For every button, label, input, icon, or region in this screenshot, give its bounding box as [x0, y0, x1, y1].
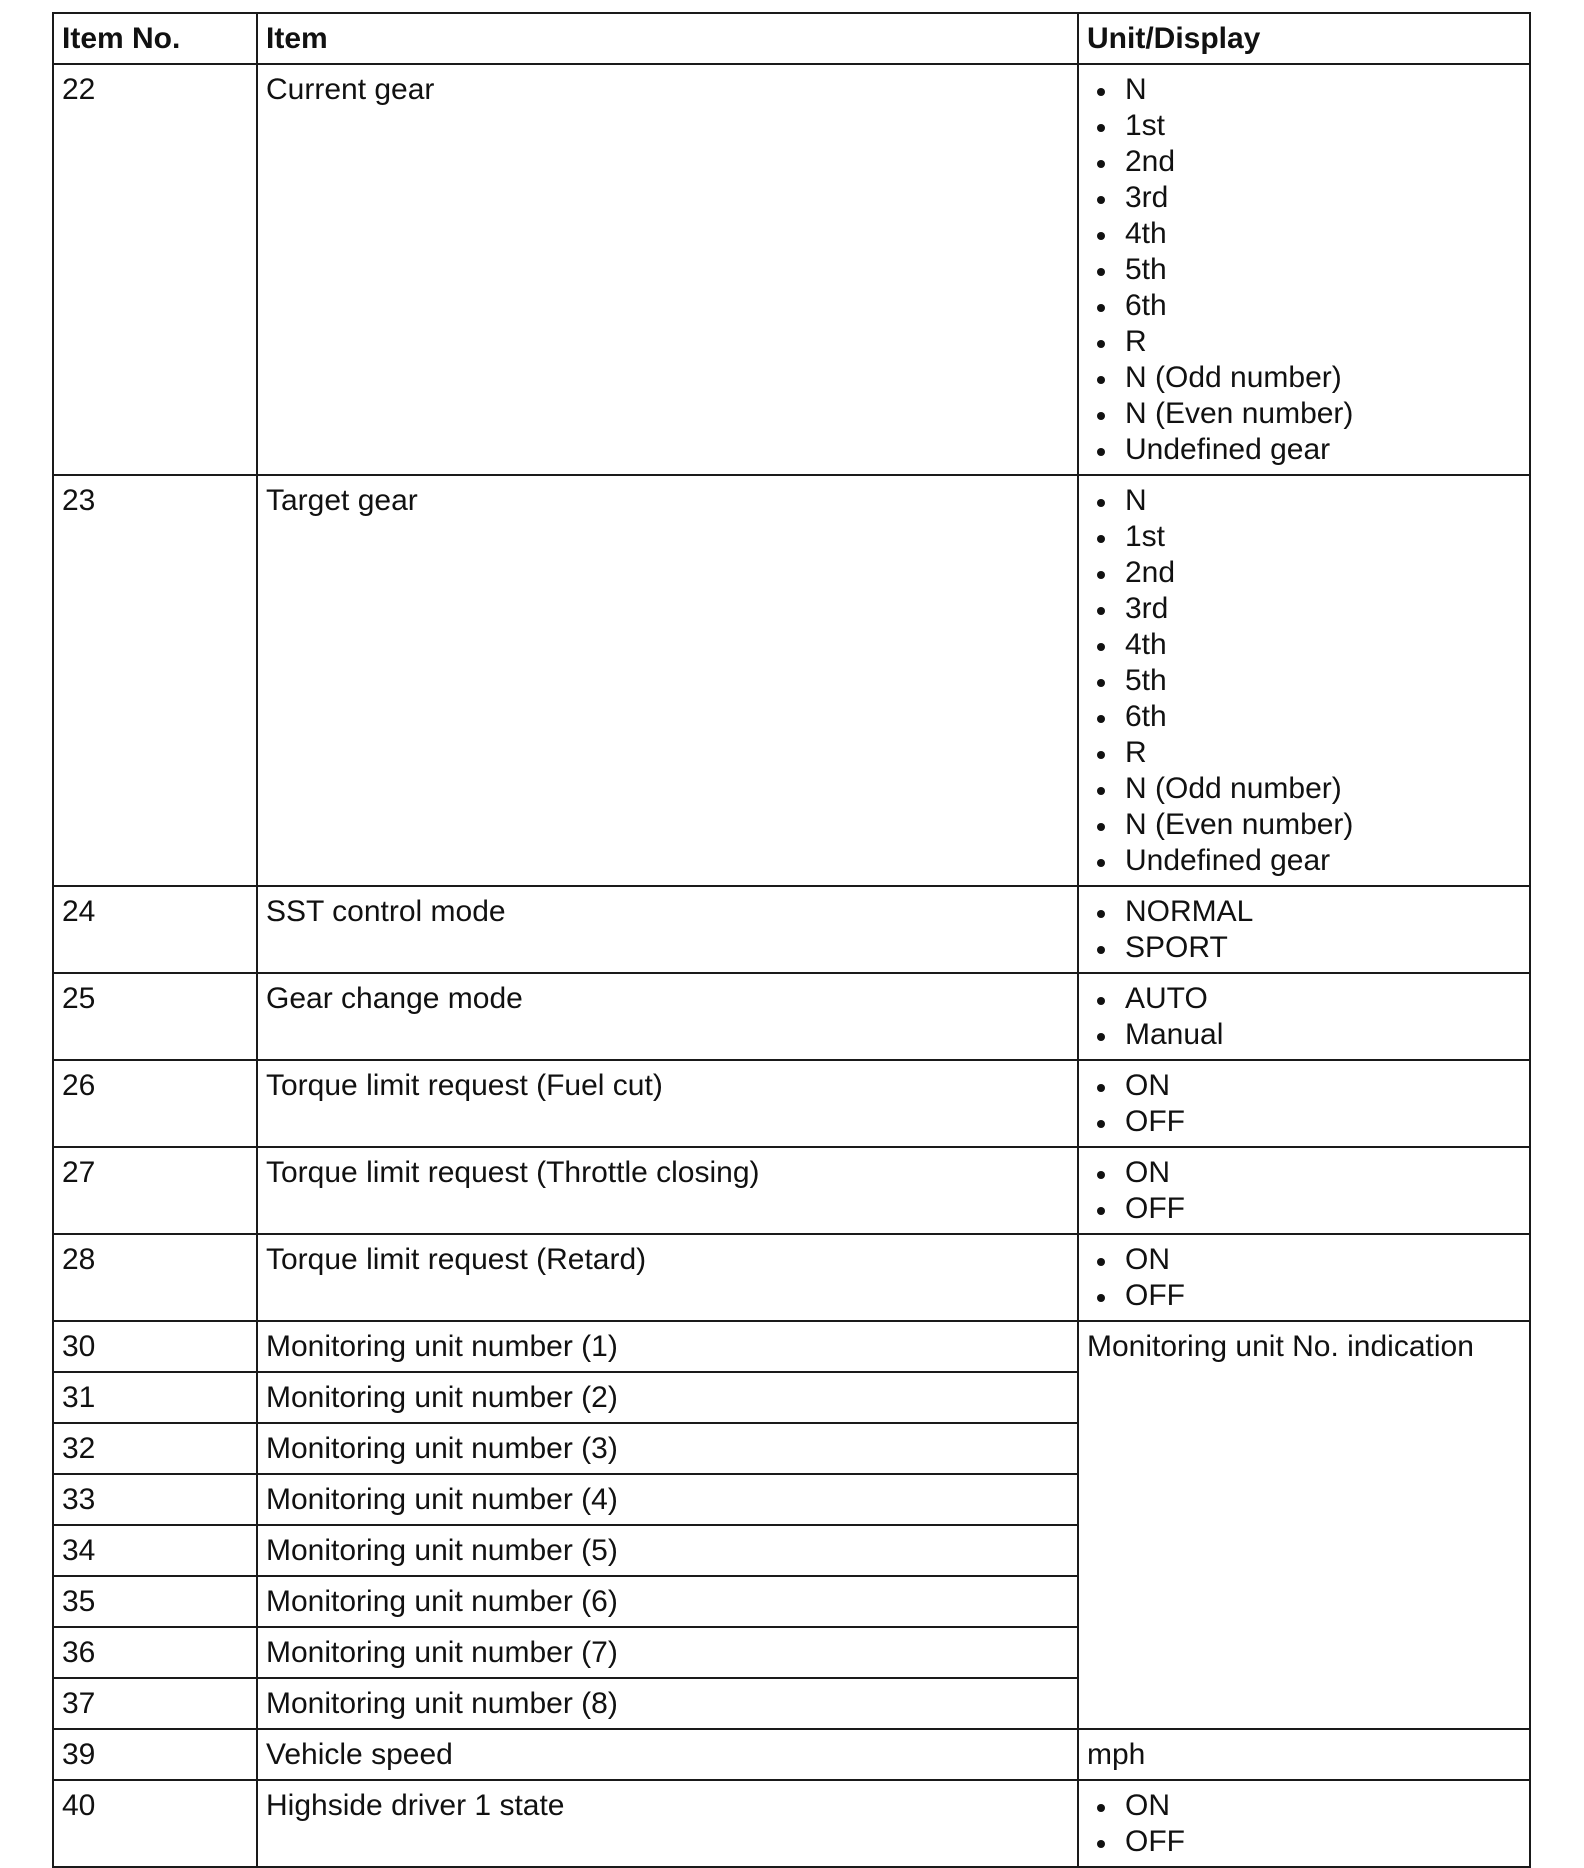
item-number-cell: 23: [53, 475, 257, 886]
unit-display-cell: [1078, 886, 1530, 973]
unit-display-cell: [1078, 1060, 1530, 1147]
display-option: N (Even number): [1087, 396, 1521, 432]
item-name-cell: Monitoring unit number (3): [257, 1423, 1078, 1474]
item-number-cell: 32: [53, 1423, 257, 1474]
item-number-cell: 26: [53, 1060, 257, 1147]
item-number-cell: 39: [53, 1729, 257, 1780]
display-option: 6th: [1087, 288, 1521, 324]
item-name-cell: Monitoring unit number (4): [257, 1474, 1078, 1525]
display-option: 4th: [1087, 627, 1521, 663]
item-name-cell: Monitoring unit number (8): [257, 1678, 1078, 1729]
display-option: Undefined gear: [1087, 432, 1521, 468]
table-row: [53, 64, 1530, 475]
display-option: 1st: [1087, 519, 1521, 555]
display-option: OFF: [1087, 1278, 1521, 1314]
table-row: [53, 886, 1530, 973]
header-item-no: Item No.: [53, 13, 257, 64]
table-row: [53, 1147, 1530, 1234]
display-option: OFF: [1087, 1824, 1521, 1860]
item-name-cell: Monitoring unit number (1): [257, 1321, 1078, 1372]
item-number-cell: 30: [53, 1321, 257, 1372]
item-name-cell: Current gear: [257, 64, 1078, 475]
display-option: NORMAL: [1087, 894, 1521, 930]
item-number-cell: 37: [53, 1678, 257, 1729]
display-option: ON: [1087, 1242, 1521, 1278]
item-name-cell: Monitoring unit number (5): [257, 1525, 1078, 1576]
display-option: Undefined gear: [1087, 843, 1521, 879]
item-name-cell: Torque limit request (Fuel cut): [257, 1060, 1078, 1147]
header-item: Item: [257, 13, 1078, 64]
table-row: [53, 1780, 1530, 1867]
item-name-cell: Monitoring unit number (7): [257, 1627, 1078, 1678]
item-name-cell: SST control mode: [257, 886, 1078, 973]
item-number-cell: 34: [53, 1525, 257, 1576]
unit-display-cell: [1078, 64, 1530, 475]
display-options-list: [1087, 894, 1521, 966]
header-unit-display: Unit/Display: [1078, 13, 1530, 64]
table-row: [53, 1729, 1530, 1780]
item-name-cell: Highside driver 1 state: [257, 1780, 1078, 1867]
display-option: N: [1087, 72, 1521, 108]
display-option: R: [1087, 324, 1521, 360]
table-row: [53, 973, 1530, 1060]
display-options-list: [1087, 981, 1521, 1053]
item-name-cell: Target gear: [257, 475, 1078, 886]
display-option: 4th: [1087, 216, 1521, 252]
item-number-cell: 40: [53, 1780, 257, 1867]
table-body: [53, 64, 1530, 1867]
table-header-row: [53, 13, 1530, 64]
item-number-cell: 27: [53, 1147, 257, 1234]
item-number-cell: 28: [53, 1234, 257, 1321]
unit-display-cell: [1078, 973, 1530, 1060]
display-options-list: [1087, 1068, 1521, 1140]
display-option: ON: [1087, 1788, 1521, 1824]
item-number-cell: 31: [53, 1372, 257, 1423]
item-name-cell: Vehicle speed: [257, 1729, 1078, 1780]
display-options-list: [1087, 1242, 1521, 1314]
display-options-list: [1087, 1155, 1521, 1227]
table-row: [53, 1060, 1530, 1147]
display-option: N: [1087, 483, 1521, 519]
table-row: [53, 1234, 1530, 1321]
unit-display-cell: mph: [1078, 1729, 1530, 1780]
display-option: 2nd: [1087, 144, 1521, 180]
display-option: SPORT: [1087, 930, 1521, 966]
display-options-list: [1087, 72, 1521, 468]
item-number-cell: 24: [53, 886, 257, 973]
item-number-cell: 33: [53, 1474, 257, 1525]
unit-display-cell: Monitoring unit No. indication: [1078, 1321, 1530, 1729]
unit-display-cell: [1078, 1147, 1530, 1234]
table-row: [53, 475, 1530, 886]
item-number-cell: 25: [53, 973, 257, 1060]
display-option: 3rd: [1087, 591, 1521, 627]
display-option: ON: [1087, 1155, 1521, 1191]
display-option: 5th: [1087, 663, 1521, 699]
unit-display-cell: [1078, 1234, 1530, 1321]
table-row: [53, 1321, 1530, 1372]
display-option: N (Even number): [1087, 807, 1521, 843]
item-name-cell: Torque limit request (Retard): [257, 1234, 1078, 1321]
item-name-cell: Monitoring unit number (6): [257, 1576, 1078, 1627]
display-option: 6th: [1087, 699, 1521, 735]
item-name-cell: Monitoring unit number (2): [257, 1372, 1078, 1423]
display-option: OFF: [1087, 1191, 1521, 1227]
display-option: Manual: [1087, 1017, 1521, 1053]
unit-display-table: [52, 12, 1531, 1868]
item-number-cell: 22: [53, 64, 257, 475]
display-option: 5th: [1087, 252, 1521, 288]
display-option: N (Odd number): [1087, 771, 1521, 807]
display-option: AUTO: [1087, 981, 1521, 1017]
display-options-list: [1087, 483, 1521, 879]
display-option: ON: [1087, 1068, 1521, 1104]
display-options-list: [1087, 1788, 1521, 1860]
unit-display-cell: [1078, 475, 1530, 886]
display-option: OFF: [1087, 1104, 1521, 1140]
item-number-cell: 36: [53, 1627, 257, 1678]
display-option: 1st: [1087, 108, 1521, 144]
display-option: R: [1087, 735, 1521, 771]
display-option: 2nd: [1087, 555, 1521, 591]
display-option: N (Odd number): [1087, 360, 1521, 396]
item-name-cell: Torque limit request (Throttle closing): [257, 1147, 1078, 1234]
item-number-cell: 35: [53, 1576, 257, 1627]
item-name-cell: Gear change mode: [257, 973, 1078, 1060]
display-option: 3rd: [1087, 180, 1521, 216]
unit-display-cell: [1078, 1780, 1530, 1867]
